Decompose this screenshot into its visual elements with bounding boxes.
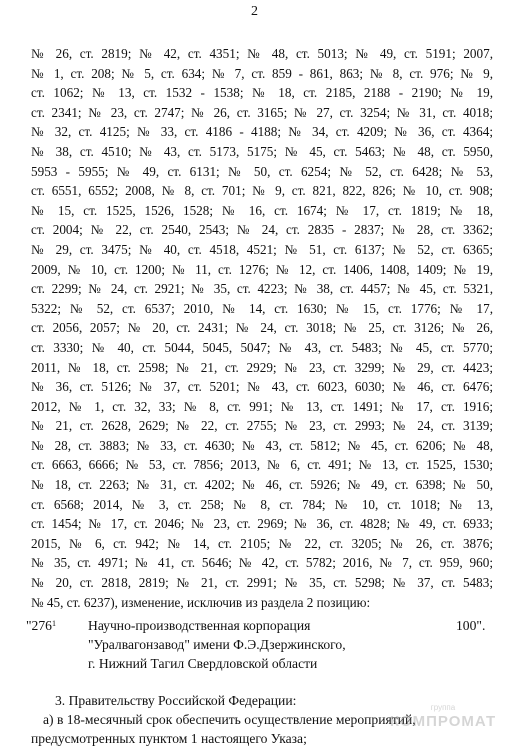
text-line: 2015, № 6, ст. 942; № 14, ст. 2105; № 22, ст. 3205; № 26, ст. 3876;: [31, 535, 493, 551]
text-line: 5322; № 52, ст. 6537; 2010, № 14, ст. 1630; № 15, ст. 1776; № 17,: [31, 300, 493, 316]
text-line: 2011, № 18, ст. 2598; № 21, ст. 2929; № 23, ст. 3299; № 29, ст. 4423;: [31, 359, 493, 375]
text-line: ст. 2004; № 22, ст. 2540, 2543; № 24, ст. 2835 - 2837; № 28, ст. 3362;: [31, 222, 493, 238]
entry-number-superscript: 1: [51, 619, 56, 628]
text-line: № 38, ст. 4510; № 43, ст. 5173, 5175; № 45, ст. 5463; № 48, ст. 5950,: [31, 143, 493, 159]
text-line: ст. 1454; № 17, ст. 2046; № 23, ст. 2969; № 36, ст. 4828; № 49, ст. 6933;: [31, 516, 493, 532]
section-item-a-line1: а) в 18-месячный срок обеспечить осуществление мероприятий,: [43, 712, 416, 727]
entry-name-line: Научно-производственная корпорация: [88, 618, 311, 633]
text-line: ст. 2341; № 23, ст. 2747; № 26, ст. 3165; № 27, ст. 3254; № 31, ст. 4018;: [31, 104, 493, 120]
text-line: 2009, № 10, ст. 1200; № 11, ст. 1276; № 12, ст. 1406, 1408, 1409; № 19,: [31, 261, 493, 277]
text-line: № 28, ст. 3883; № 33, ст. 4630; № 43, ст. 5812; № 45, ст. 6206; № 48,: [31, 437, 493, 453]
entry-name-line: г. Нижний Тагил Свердловской области: [88, 656, 318, 671]
text-line: 5953 - 5955; № 49, ст. 6131; № 50, ст. 6254; № 52, ст. 6428; № 53,: [31, 163, 493, 179]
entry-name-line: "Уралвагонзавод" имени Ф.Э.Дзержинского,: [88, 637, 346, 652]
svg-text:КОМПРОМАТ: КОМПРОМАТ: [389, 713, 497, 730]
entry-number: "$276^1$: [26, 618, 56, 633]
text-line: № 18, ст. 2263; № 31, ст. 4202; № 46, ст. 5926; № 49, ст. 6398; № 50,: [31, 477, 493, 493]
section-item-a-line2: предусмотренных пунктом 1 настоящего Указа;: [31, 731, 307, 746]
text-line: ст. 2299; № 24, ст. 2921; № 35, ст. 4223; № 38, ст. 4457; № 45, ст. 5321,: [31, 281, 493, 297]
text-line: ст. 3330; № 40, ст. 5044, 5045, 5047; № 43, ст. 5483; № 45, ст. 5770;: [31, 339, 493, 355]
text-line: № 35, ст. 4971; № 41, ст. 5646; № 42, ст. 5782; 2016, № 7, ст. 959, 960;: [31, 555, 493, 571]
svg-text:группа: группа: [430, 703, 456, 712]
text-line: ст. 2056, 2057; № 20, ст. 2431; № 24, ст. 3018; № 25, ст. 3126; № 26,: [31, 320, 493, 336]
section-heading: 3. Правительству Российской Федерации:: [55, 693, 297, 708]
entry-organization-name: [88, 616, 448, 673]
text-line: № 20, ст. 2818, 2819; № 21, ст. 2991; № 35, ст. 5298; № 37, ст. 5483;: [31, 575, 493, 591]
text-line: № 32, ст. 4125; № 33, ст. 4186 - 4188; № 34, ст. 4209; № 36, ст. 4364;: [31, 124, 493, 140]
text-line: № 15, ст. 1525, 1526, 1528; № 16, ст. 1674; № 17, ст. 1819; № 18,: [31, 202, 493, 218]
text-line: № 45, ст. 6237), изменение, исключив из раздела 2 позицию:: [31, 594, 371, 610]
watermark-logo: [388, 696, 498, 732]
text-line: ст. 6551, 6552; 2008, № 8, ст. 701; № 9, ст. 821, 822, 826; № 10, ст. 908;: [31, 183, 493, 199]
text-line: № 26, ст. 2819; № 42, ст. 4351; № 48, ст. 5013; № 49, ст. 5191; 2007,: [31, 46, 493, 61]
text-line: 2012, № 1, ст. 32, 33; № 8, ст. 991; № 13, ст. 1491; № 17, ст. 1916;: [31, 398, 493, 414]
text-line: № 36, ст. 5126; № 37, ст. 5201; № 43, ст. 6023, 6030; № 46, ст. 6476;: [31, 379, 493, 395]
text-line: ст. 6568; 2014, № 3, ст. 258; № 8, ст. 784; № 10, ст. 1018; № 13,: [31, 496, 493, 512]
decree-citation-text: [31, 44, 493, 612]
page-number: 2: [251, 4, 258, 19]
text-line: ст. 1062; № 13, ст. 1532 - 1538; № 18, ст. 2185, 2188 - 2190; № 19,: [31, 85, 493, 101]
entry-share-percent: 100".: [456, 618, 486, 633]
text-line: ст. 6663, 6666; № 53, ст. 7856; 2013, № 6, ст. 491; № 13, ст. 1525, 1530;: [31, 457, 493, 473]
text-line: № 1, ст. 208; № 5, ст. 634; № 7, ст. 859 - 861, 863; № 8, ст. 976; № 9,: [31, 65, 493, 81]
text-line: № 29, ст. 3475; № 40, ст. 4518, 4521; № 51, ст. 6137; № 52, ст. 6365;: [31, 241, 493, 257]
text-line: № 21, ст. 2628, 2629; № 22, ст. 2755; № 23, ст. 2993; № 24, ст. 3139;: [31, 418, 493, 434]
